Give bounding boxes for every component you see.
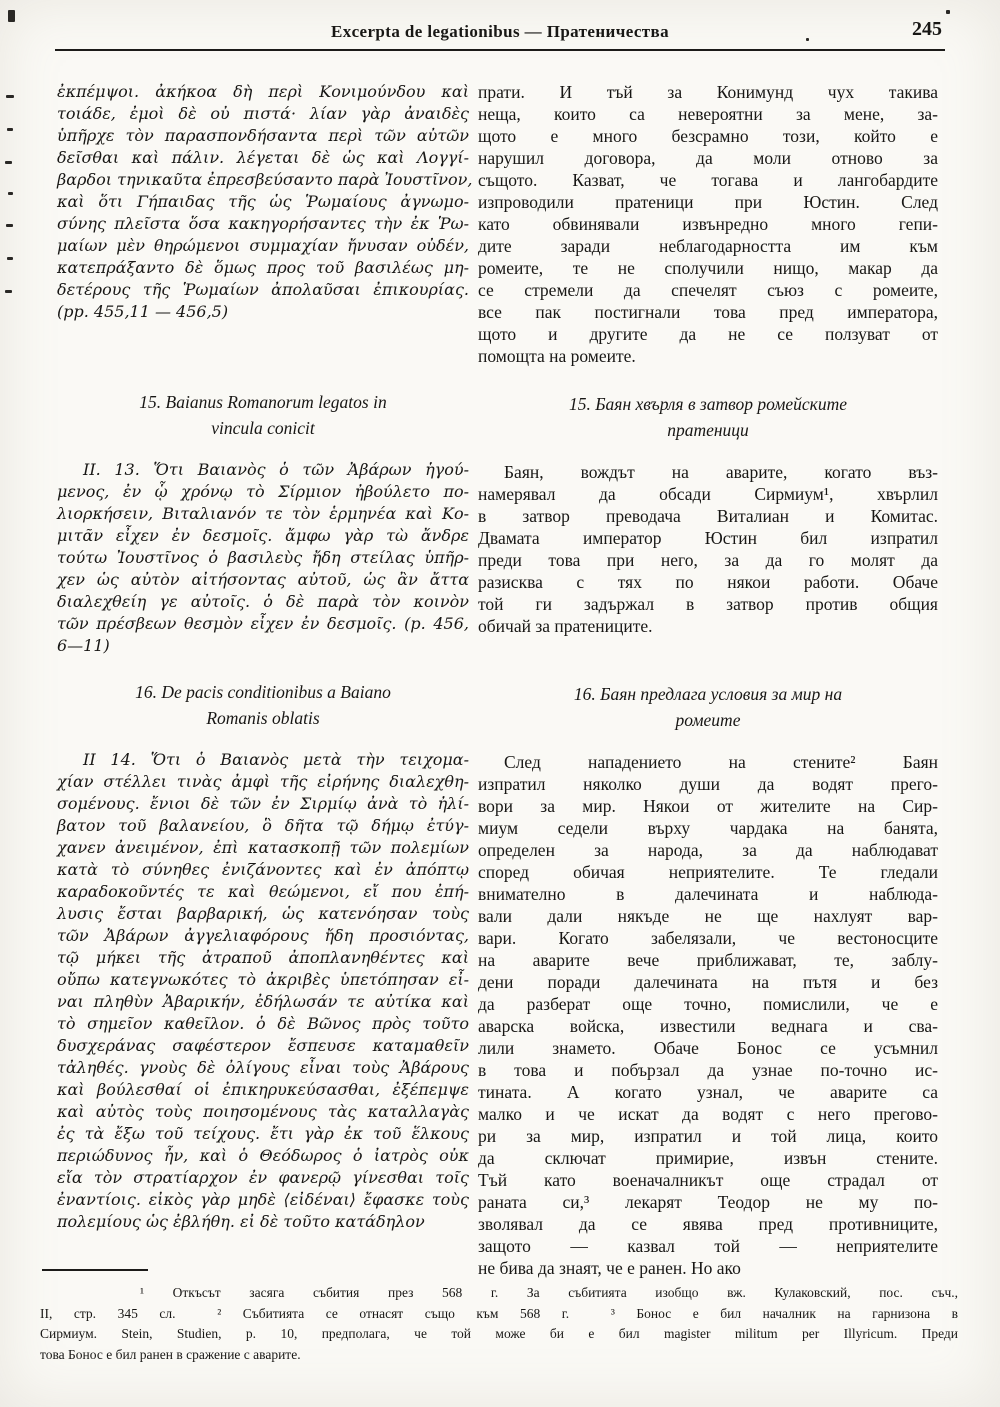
scan-artifact <box>5 161 12 164</box>
left-column-greek <box>57 81 473 1233</box>
scan-artifact <box>8 192 13 195</box>
text-line: διαλεχθείη γε αὐτοῖς. ὁ δὲ παρὰ τὸν κοινὸν <box>57 592 469 611</box>
text-line: миум седели върху чардака на банята, <box>478 818 938 838</box>
text-line: 15. Баян хвърля в затвор ромейските <box>568 394 847 414</box>
text-line: като обвинявали извънредно много гепи- <box>478 214 938 234</box>
text-line: τῷ μήκει τῆς ἀτραποῦ ἀποπλανηθέντες καὶ <box>57 948 469 967</box>
text-line: лили знамето. Обаче Бонос се усъмнил <box>478 1038 938 1058</box>
bulgarian-paragraph-continued <box>478 81 938 367</box>
text-line: μιτᾶν εἶχεν ἐν δεσμοῖς. ἄμφω γὰρ τὼ ἄνδρε <box>57 526 469 545</box>
text-line: на аварите вече приближават, те, заблу- <box>478 950 938 970</box>
bulgarian-paragraph-section-16 <box>478 751 938 1279</box>
text-line: καὶ ὅτι Γήπαιδας τῆς ὡς Ῥωμαίους ἀγνωμο- <box>57 192 469 211</box>
text-line: Тъй като военачалникът още страдал от <box>478 1170 938 1190</box>
text-line: прати. И тъй за Конимунд чух такива <box>478 82 938 102</box>
text-line: μενος, ἐν ᾧ χρόνῳ τὸ Σίρμιον ἠβούλετο πο- <box>57 482 469 501</box>
text-line: 6—11) <box>57 636 110 655</box>
text-line: според обичая неприятелите. Те гледали <box>478 862 938 882</box>
text-line: щото е много безсрамно този, който е <box>478 126 938 146</box>
text-line: намерявал да обсади Сирмиум¹, хвърлил <box>478 484 938 504</box>
text-line: преди това при него, за да го молят да <box>478 550 938 570</box>
text-line: да сключат примирие, извън стените. <box>478 1148 938 1168</box>
scan-artifact <box>6 95 14 98</box>
text-line: II, стр. 345 сл. ² Събитията се отнасят също към 568 г. ³ Бонос е бил началник на гарнизона в <box>40 1305 958 1321</box>
text-line: След нападението на стените² Баян <box>504 752 938 772</box>
greek-paragraph-section-16 <box>57 749 469 1233</box>
text-line: в това и побързал да узнае по-точно ис- <box>478 1060 938 1080</box>
text-line: аварска войска, известили веднага и сва- <box>478 1016 938 1036</box>
text-line: внимателно в далечината и наблюда- <box>478 884 938 904</box>
text-line: 16. Баян предлага условия за мир на <box>573 684 843 704</box>
text-line: това Бонос е бил ранен в сражение с аварите. <box>40 1346 301 1362</box>
text-line: тината. А когато узнал, че аварите са <box>478 1082 938 1102</box>
text-line: τὸ σημεῖον καθεῖλον. ὁ δὲ Βῶνος πρὸς τοῦτο <box>57 1014 469 1033</box>
text-line: σύνης πλεῖστα ὅσα κακηγορήσαντες τὴν ἐκ Ῥω- <box>57 214 469 233</box>
text-line: Romanis oblatis <box>206 708 320 728</box>
text-line: 16. De pacis conditionibus a Baiano <box>135 682 391 702</box>
text-line: βατον τοῦ βαλανείου, ὃ δῆτα τῷ δήμῳ ἐτύγ- <box>57 816 469 835</box>
text-line: обичай за пратениците. <box>478 616 653 636</box>
text-line: περιώδυνος ἦν, καὶ ὁ Θεόδωρος ὁ ἰατρὸς οὐκ <box>57 1146 469 1165</box>
text-line: Баян, вождът на аварите, когато въз- <box>504 462 938 482</box>
text-line: κατεπράξαντο δὲ ὅμως προς τοῦ βασιλέως μη- <box>57 258 469 277</box>
scan-artifact <box>6 224 13 227</box>
text-line: ромеите <box>675 710 741 730</box>
text-line: Сирмиум. Stein, Studien, p. 10, предполага, че той може би е бил magister militum per Illyricum. Преди <box>40 1326 958 1341</box>
text-line: καὶ βούλεσθαί οἱ ἐπικηρυκεύσασθαι, ἐξέπεμψε <box>57 1080 469 1099</box>
greek-paragraph-continued <box>57 81 473 323</box>
text-line: определен за народа, за да наблюдават <box>478 840 938 860</box>
text-line: βαρδοι τηνικαῦτα ἐπρεσβεύσαντο παρὰ Ἰουστῖνον, <box>57 170 473 189</box>
text-line: λυσις ἔσται βαρβαρική, ὡς κατενόησαν τοὺς <box>57 904 469 923</box>
text-line: ромеите, те не сполучили нищо, макар да <box>478 258 938 278</box>
text-line: защото — казвал той — неприятелите <box>478 1236 938 1256</box>
running-header-title: Excerpta de legationibus — Пратеничества <box>330 22 670 41</box>
text-line: χίαν στέλλει τινὰς ἀμφὶ τῆς εἰρήνης διαλεχθη- <box>57 772 469 791</box>
section-16-latin-heading <box>57 679 469 731</box>
text-line: пратеници <box>667 420 749 440</box>
scan-artifact <box>7 257 13 260</box>
page-number: 245 <box>912 18 942 40</box>
text-line: II. 13. Ὅτι Βαιανὸς ὁ τῶν Ἀβάρων ἡγού- <box>83 460 469 479</box>
text-line: ἐς τὰ ἔξω τοῦ τείχους. ἔτι γὰρ ἐκ τοῦ ἕλκους <box>57 1124 469 1143</box>
scan-artifact <box>5 290 12 293</box>
text-line: зволявал да се явява пред противниците, <box>478 1214 938 1234</box>
text-line: разисква с тях по някои работи. Обаче <box>478 572 938 592</box>
text-line: ἐκπέμψοι. ἀκήκοα δὴ περὶ Κονιμούνδου καὶ <box>57 82 469 101</box>
text-line: II 14. Ὅτι ὁ Βαιανὸς μετὰ τὴν τειχομα- <box>83 750 469 769</box>
footnotes-block <box>40 1283 958 1365</box>
text-line: (pp. 455,11 — 456,5) <box>57 302 229 321</box>
scan-artifact <box>8 10 15 22</box>
header-rule <box>55 49 945 51</box>
text-line: οὔπω κατεγνωκότες τὸ ἀκριβὲς ὑπετόπησαν εἶ- <box>57 970 469 989</box>
text-line: ¹ Откъсът засяга събития през 568 г. За събитията изобщо вж. Кулаковский, пос. съч., <box>140 1285 958 1300</box>
text-line: в затвор преводача Виталиан и Комитас. <box>478 506 938 526</box>
text-line: δεῖσθαι καὶ πάλιν. λέγεται δὲ ὡς καὶ Λογγί- <box>57 148 469 167</box>
bulgarian-paragraph-section-15 <box>478 461 938 637</box>
text-line: вали дали някъде не ще нахлуят вар- <box>478 906 938 926</box>
text-line: καραδοκοῦντές τε καὶ θεώμενοι, εἴ που ἐπή- <box>57 882 469 901</box>
text-line: дени поради далечината на пътя и без <box>478 972 938 992</box>
text-line: δετέρους τῆς Ῥωμαίων ἀπολαῦσαι ἐπικουρίας. <box>57 280 469 299</box>
text-line: вари. Когато забелязали, че вестоносците <box>478 928 938 948</box>
text-line: вори за мир. Някои от жителите на Сир- <box>478 796 938 816</box>
text-line: ναι πληθὺν Ἀβαρικήν, ἐδήλωσάν τε αὐτίκα καὶ <box>57 992 469 1011</box>
text-line: ри за мир, изпратил и той лица, които <box>478 1126 938 1146</box>
text-line: τούτω Ἰουστῖνος ὁ βασιλεὺς ἤδη στείλας ὑπῆρ- <box>57 548 469 567</box>
text-line: ἐναντίοις. εἰκὸς γὰρ μηδὲ ⟨εἰδέναι⟩ ἔφασκε τοὺς <box>57 1190 469 1209</box>
text-line: δυσχεράνας σαφέστερον ἔσπευσε καταμαθεῖν <box>57 1036 469 1055</box>
text-line: σομένους. ἔνιοι δὲ τῶν ἐν Σιρμίῳ ἀνὰ τὸ ἠλί- <box>57 794 469 813</box>
text-line: ὑπῆρχε τὸν παρασπονδήσαντα περὶ τῶν αὐτῶν <box>57 126 469 145</box>
text-line: щото и другите да не се ползуват от <box>478 324 938 344</box>
text-line: χανεν ἀνειμένον, ἐπὶ κατασκοπῇ τῶν πολεμίων <box>57 838 469 857</box>
text-line: малко и че искат да водят с него прегово- <box>478 1104 938 1124</box>
text-line: καὶ αὐτὸς τοὺς ποιησομένους τὰς καταλλαγὰς <box>57 1102 469 1121</box>
section-15-latin-heading <box>57 389 469 441</box>
text-line: същото. Казват, че тогава и лангобардите <box>478 170 938 190</box>
scan-artifact <box>946 10 950 14</box>
text-line: раната си,³ лекарят Теодор не му по- <box>478 1192 938 1212</box>
text-line: μαίων μὲν θηρώμενοι συμμαχίαν ἤνυσαν οὐδέν, <box>57 236 469 255</box>
text-line: се стремели да спечелят съюз с ромеите, <box>478 280 938 300</box>
text-line: τἀληθές. γνοὺς δὲ ὀλίγους εἶναι τοὺς Ἀβάρους <box>57 1058 469 1077</box>
text-line: λιορκήσειν, Βιταλιανόν τε τὸν ἑρμηνέα καὶ Κο- <box>57 504 469 523</box>
text-line: изпратил няколко души да водят прего- <box>478 774 938 794</box>
text-line: κατὰ τὸ σύνηθες ἐνιζάνοντες καὶ ἐν ἀπόπτῳ <box>57 860 469 879</box>
text-line: vincula conicit <box>211 418 315 438</box>
text-line: помощта на ромеите. <box>478 346 636 366</box>
text-line: χεν ὡς αὐτὸν αἰτήσοντας αὐτοῦ, ὡς ἂν ἄττα <box>57 570 469 589</box>
text-line: Двамата император Юстин бил изпратил <box>478 528 938 548</box>
scan-artifact <box>7 128 13 131</box>
text-line: τῶν πρέσβεων θεσμὸν εἶχεν ἐν δεσμοῖς. (p. 456, <box>57 614 469 633</box>
greek-paragraph-section-15 <box>57 459 469 657</box>
right-column-bulgarian <box>478 81 938 1279</box>
text-line: не бива да знаят, че е ранен. Но ако <box>478 1258 741 1278</box>
scan-artifact <box>806 38 809 41</box>
footnote-separator-rule <box>42 1269 148 1271</box>
text-line: нарушил договора, да моли отново за <box>478 148 938 168</box>
section-15-bulgarian-heading <box>478 391 938 443</box>
text-line: дите заради неблагодарността им към <box>478 236 938 256</box>
text-line: изпроводили пратеници при Юстин. След <box>478 192 938 212</box>
text-line: πολεμίους ὡς ἐβλήθη. εἰ δὲ τοῦτο κατάδηλον <box>57 1212 425 1231</box>
text-line: τοιάδε, ἐμοὶ δὲ οὐ πιστά· λίαν γὰρ ἀναιδὲς <box>57 104 469 123</box>
text-line: неща, които са невероятни за мене, за- <box>478 104 938 124</box>
text-line: 15. Baianus Romanorum legatos in <box>139 392 387 412</box>
text-line: все пак постигнали това пред императора, <box>478 302 938 322</box>
text-line: εἴα τὸν στρατίαρχον ἐν φανερῷ γίνεσθαι τοῖς <box>57 1168 469 1187</box>
text-line: той ги задържал в затвор против общия <box>478 594 938 614</box>
text-line: да разберат още точно, помислили, че е <box>478 994 938 1014</box>
section-16-bulgarian-heading <box>478 681 938 733</box>
text-line: τῶν Ἀβάρων ἀγγελιαφόρους ἤδη προσιόντας, <box>57 926 469 945</box>
